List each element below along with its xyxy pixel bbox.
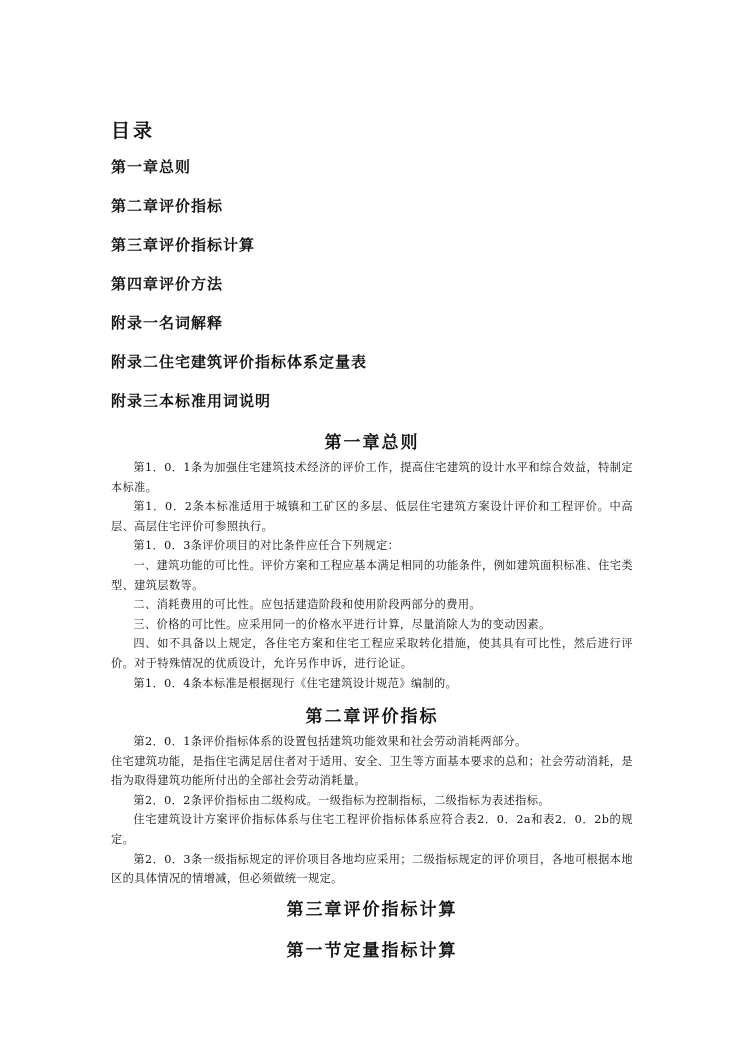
chapter3-section1-heading: 第一节定量指标计算 [286,941,458,961]
toc-item-chapter4[interactable]: 第四章评价方法 [111,275,224,293]
chapter2-body [111,732,633,889]
toc-item-chapter2[interactable]: 第二章评价指标 [111,197,224,215]
chapter2-para-4: 住宅建筑设计方案评价指标体系与住宅工程评价指标体系应符合表2．0．2a和表2．0．2b的规定。 [111,813,633,846]
chapter1-para-8: 第1．0．4条本标准是根据现行《住宅建筑设计规范》编制的。 [133,676,458,690]
chapter2-para-2: 住宅建筑功能，是指住宅满足居住者对于适用、安全、卫生等方面基本要求的总和；社会劳动消耗，是指为取得建筑功能所付出的全部社会劳动消耗量。 [111,754,633,788]
toc-item-appendix1[interactable]: 附录一名词解释 [111,314,224,332]
toc-item-appendix2[interactable]: 附录二住宅建筑评价指标体系定量表 [111,353,368,371]
chapter1-para-7: 四、如不具备以上规定，各住宅方案和住宅工程应采取转化措施，使其具有可比性，然后进行评价。对于特殊情况的优质设计，允许另作申诉，进行论证。 [111,637,633,670]
chapter1-para-1: 第1．0．1条为加强住宅建筑技术经济的评价工作，提高住宅建筑的设计水平和综合效益，特制定本标准。 [111,461,633,494]
chapter2-para-3: 第2．0．2条评价指标由二级构成。一级指标为控制指标，二级指标为表述指标。 [133,793,550,807]
chapter1-heading: 第一章总则 [324,433,420,453]
chapter1-body [111,458,633,693]
chapter1-para-2: 第1．0．2条本标准适用于城镇和工矿区的多层、低层住宅建筑方案设计评价和工程评价。中高层、高层住宅评价可参照执行。 [111,500,633,533]
chapter2-para-1: 第2．0．1条评价指标体系的设置包括建筑功能效果和社会劳动消耗两部分。 [133,735,527,748]
toc-item-chapter1[interactable]: 第一章总则 [111,158,192,176]
toc-title: 目录 [111,120,156,142]
toc-item-appendix3[interactable]: 附录三本标准用词说明 [111,392,272,410]
chapter1-para-5: 二、消耗费用的可比性。应包括建造阶段和使用阶段两部分的费用。 [133,598,482,612]
chapter2-heading: 第二章评价指标 [305,707,439,727]
chapter3-heading: 第三章评价指标计算 [286,900,458,920]
toc-item-chapter3[interactable]: 第三章评价指标计算 [111,236,256,254]
toc-list [111,157,367,430]
chapter1-para-4: 一、建筑功能的可比性。评价方案和工程应基本满足相同的功能条件，例如建筑面积标准、住宅类型、建筑层数等。 [111,558,633,592]
chapter2-para-5: 第2．0．3条一级指标规定的评价项目各地均应采用；二级指标规定的评价项目，各地可根据本地区的具体情况的情增减，但必须做统一规定。 [111,852,633,886]
chapter1-para-6: 三、价格的可比性。应采用同一的价格水平进行计算，尽量消除人为的变动因素。 [133,617,551,631]
chapter1-para-3: 第1．0．3条评价项目的对比条件应任合下列规定： [133,539,400,553]
